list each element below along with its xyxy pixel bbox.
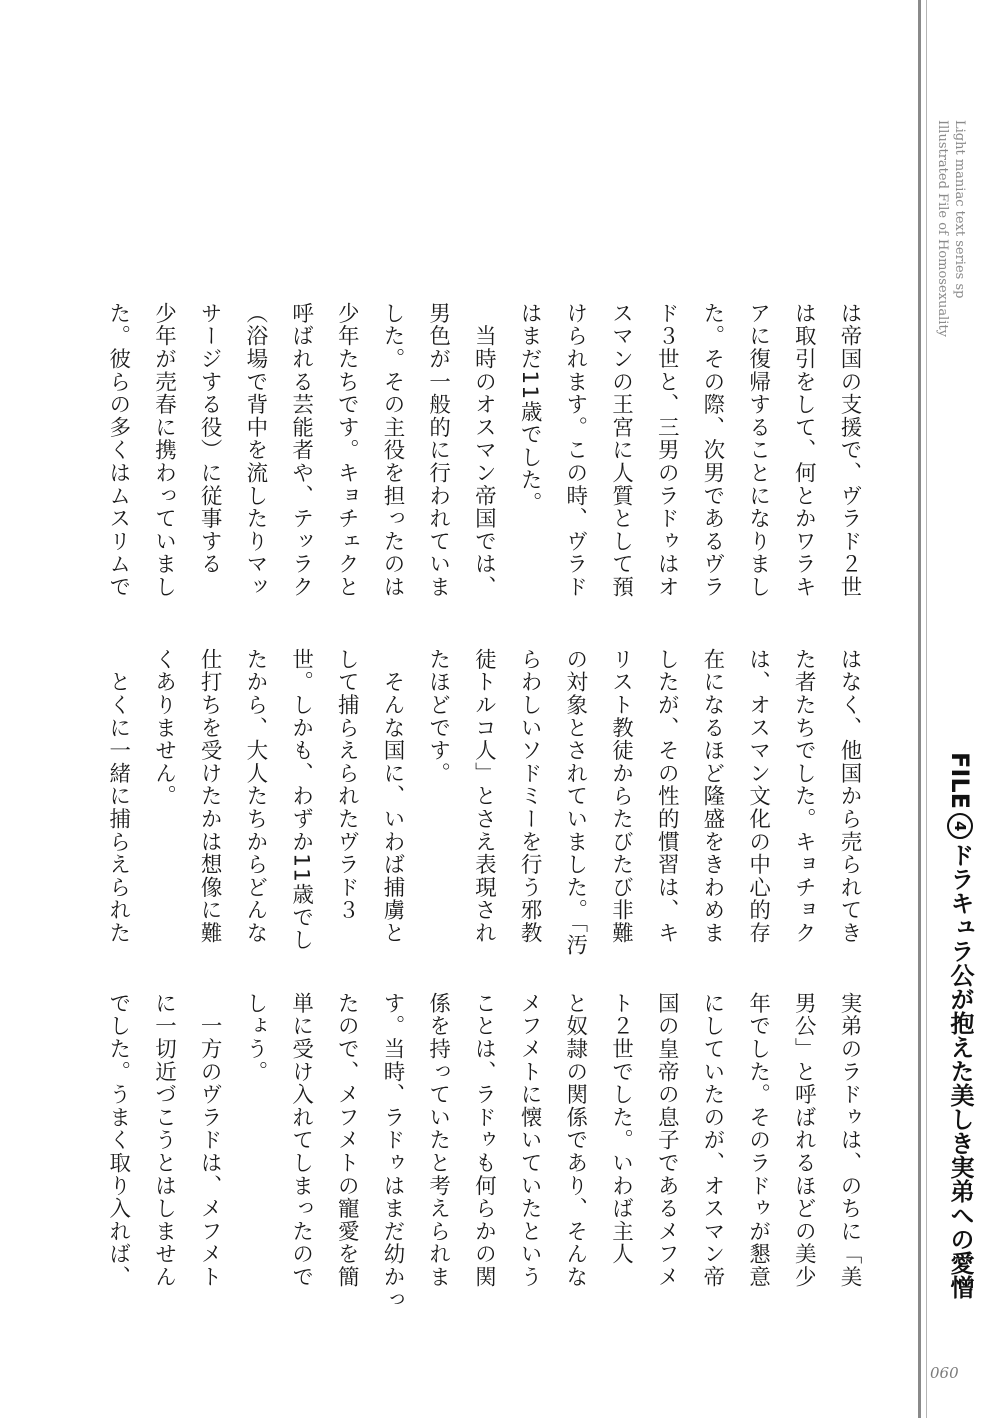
page-number: 060 bbox=[930, 1364, 959, 1382]
series-line-2: Illustrated File of Homosexuality bbox=[935, 120, 950, 338]
series-caption bbox=[934, 120, 968, 337]
body-text-block-3: 実弟のラドゥは、のちに「美 男公」と呼ばれるほどの美少 年でした。そのラドゥが懇意 にしていたのが、オスマン帝 国の皇帝の息子であるメフメ ト２世でした。いわば主人 と奴隷の関係であり、そんな メフメトに懐いていたという ことは、ラドゥも何らかの関 係を持っていたと考えられま す。当時、ラドゥはまだ幼かっ たので、メフメトの寵愛を簡 単に受け入れてしまったので しょう。 一方のヴラドは、メフメト に一切近づこうとはしません でした。うまく取り入れば、 bbox=[105, 992, 862, 1312]
margin-rule-thick bbox=[918, 0, 921, 1418]
file-number-badge bbox=[947, 813, 973, 839]
series-line-1: Light maniac text series sp bbox=[952, 120, 967, 299]
file-number: 4 bbox=[951, 820, 969, 832]
title-text: ドラキュラ公が抱えた美しき実弟への愛憎 bbox=[946, 843, 974, 1300]
title-prefix: FILE bbox=[946, 752, 974, 810]
body-text-block-2: はなく、他国から売られてき た者たちでした。キョチョク は、オスマン文化の中心的存 在になるほど隆盛をきわめま したが、その性的慣習は、キ リスト教徒からたびたび非難 の対象とされていました。「汚 らわしいソドミーを行う邪教 徒トルコ人」とさえ表現され たほどです。 そんな国に、いわば捕虜と して捕らえられたヴラド３ 世。しかも、わずか11歳でし たから、大人たちからどんな 仕打ちを受けたかは想像に難 くありません。 とくに一緒に捕らえられた bbox=[105, 648, 862, 957]
body-text-block-1: は帝国の支援で、ヴラド２世 は取引をして、何とかワラキ アに復帰することになりまし た。その際、次男であるヴラ ド３世と、三男のラドゥはオ スマンの王宮に人質として預 けられます。この時、ヴラド はまだ11歳でした。 当時のオスマン帝国では、 男色が一般的に行われていま した。その主役を担ったのは 少年たちです。キョチェクと 呼ばれる芸能者や、テッラク （浴場で背中を流したりマッ サージする役）に従事する 少年が売春に携わっていまし た。彼らの多くはムスリムで bbox=[105, 302, 862, 599]
chapter-title bbox=[941, 752, 979, 1342]
margin-rule-thin bbox=[926, 0, 927, 1418]
